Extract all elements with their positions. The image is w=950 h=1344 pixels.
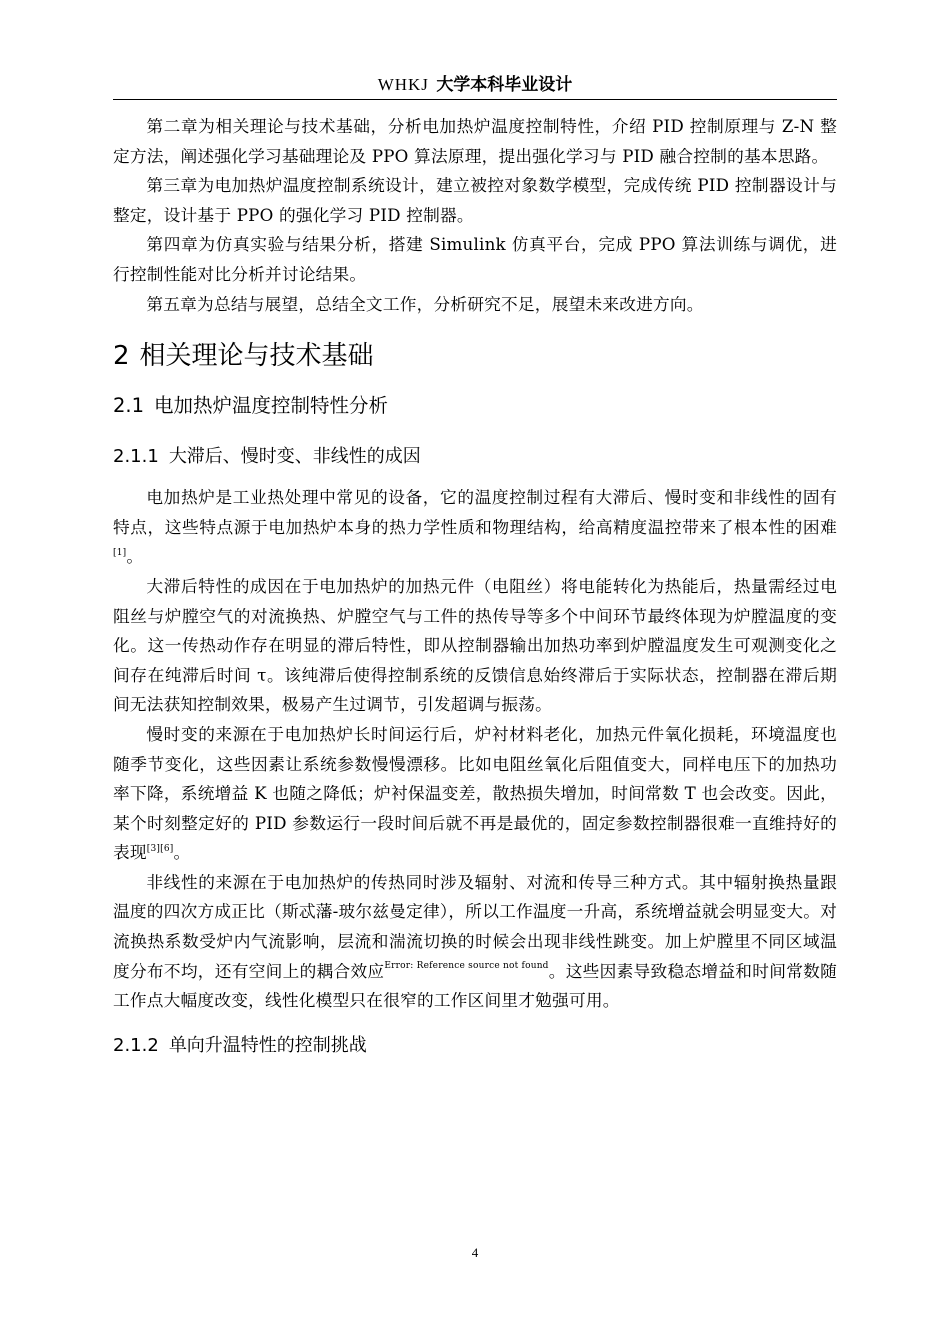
- paragraph-end: 。: [173, 842, 191, 863]
- paragraph-end: 。这些因素导致稳态增益和时间常数随工作点大幅度改变，线性化模型只在很窄的工作区间里才勉强可用。: [113, 960, 837, 1011]
- subsection-2-title: 单向升温特性的控制挑战: [168, 1034, 367, 1056]
- subsection-2-number: 2.1.2: [113, 1034, 159, 1056]
- header-divider: [113, 99, 837, 100]
- paragraph-text: 慢时变的来源在于电加热炉长时间运行后，炉衬材料老化，加热元件氧化损耗，环境温度也随季节变化，这些因素让系统参数慢慢漂移。比如电阻丝氧化后阻值变大，同样电压下的加热功率下降，系统增益 K 也随之降低；炉衬保温变差，散热损失增加，时间常数 T 也会改变。因此，某个时刻整定好的 PID 参数运行一段时间后就不再是最优的，固定参数控制器很难一直维持好的表现: [113, 723, 837, 863]
- page-number: 4: [471, 1245, 479, 1260]
- intro-paragraph-4: 第五章为总结与展望，总结全文工作，分析研究不足，展望未来改进方向。: [146, 293, 704, 314]
- body-paragraph-1: [113, 483, 837, 572]
- header-title: 大学本科毕业设计: [436, 75, 573, 95]
- intro-paragraph-1: 第二章为相关理论与技术基础，分析电加热炉温度控制特性，介绍 PID 控制原理与 Z-N 整定方法，阐述强化学习基础理论及 PPO 算法原理，提出强化学习与 PID 融合控制的基本思路。: [113, 116, 837, 166]
- paragraph-text: 非线性的来源在于电加热炉的传热同时涉及辐射、对流和传导三种方式。其中辐射换热量跟温度的四次方成正比（斯忒藩-玻尔兹曼定律），所以工作温度一升高，系统增益就会明显变大。对流换热系数受炉内气流影响，层流和湍流切换的时候会出现非线性跳变。加上炉膛里不同区域温度分布不均，还有空间上的耦合效应: [113, 871, 837, 981]
- section-title: 电加热炉温度控制特性分析: [154, 394, 389, 418]
- subsection-heading-2: [113, 1032, 837, 1060]
- paragraph-text: 电加热炉是工业热处理中常见的设备，它的温度控制过程有大滞后、慢时变和非线性的固有特点，这些特点源于电加热炉本身的热力学性质和物理结构，给高精度温控带来了根本性的困难: [113, 487, 837, 537]
- page-header: [113, 72, 837, 98]
- subsection-1-title: 大滞后、慢时变、非线性的成因: [168, 446, 421, 468]
- paragraph-end: 。: [126, 546, 144, 567]
- section-number: 2.1: [113, 394, 145, 418]
- subsection-heading-1: [113, 443, 837, 471]
- page-content: [113, 112, 837, 1060]
- section-heading: [113, 391, 837, 421]
- body-paragraph-3: [113, 720, 837, 868]
- intro-paragraph-2: 第三章为电加热炉温度控制系统设计，建立被控对象数学模型，完成传统 PID 控制器设计与整定，设计基于 PPO 的强化学习 PID 控制器。: [113, 175, 837, 225]
- intro-paragraph-3: 第四章为仿真实验与结果分析，搭建 Simulink 仿真平台，完成 PPO 算法训练与调优，进行控制性能对比分析并讨论结果。: [113, 234, 837, 284]
- chapter-heading: [113, 337, 837, 375]
- citation-ref: [1]: [113, 548, 127, 559]
- body-paragraph-2: 大滞后特性的成因在于电加热炉的加热元件（电阻丝）将电能转化为热能后，热量需经过电阻丝与炉膛空气的对流换热、炉膛空气与工件的热传导等多个中间环节最终体现为炉膛温度的变化。这一传热动作存在明显的滞后特性，即从控制器输出加热功率到炉膛温度发生可观测变化之间存在纯滞后时间 τ。该纯滞后使得控制系统的反馈信息始终滞后于实际状态，控制器在滞后期间无法获知控制效果，极易产生过调节，引发超调与振荡。: [113, 575, 837, 715]
- chapter-number: 2: [113, 341, 130, 372]
- reference-error: Error: Reference source not found: [384, 960, 549, 971]
- chapter-title: 相关理论与技术基础: [139, 341, 374, 372]
- citation-ref: [3][6]: [146, 844, 174, 855]
- body-paragraph-4: [113, 868, 837, 1016]
- header-brand: WHKJ: [377, 75, 429, 94]
- subsection-1-number: 2.1.1: [113, 446, 159, 468]
